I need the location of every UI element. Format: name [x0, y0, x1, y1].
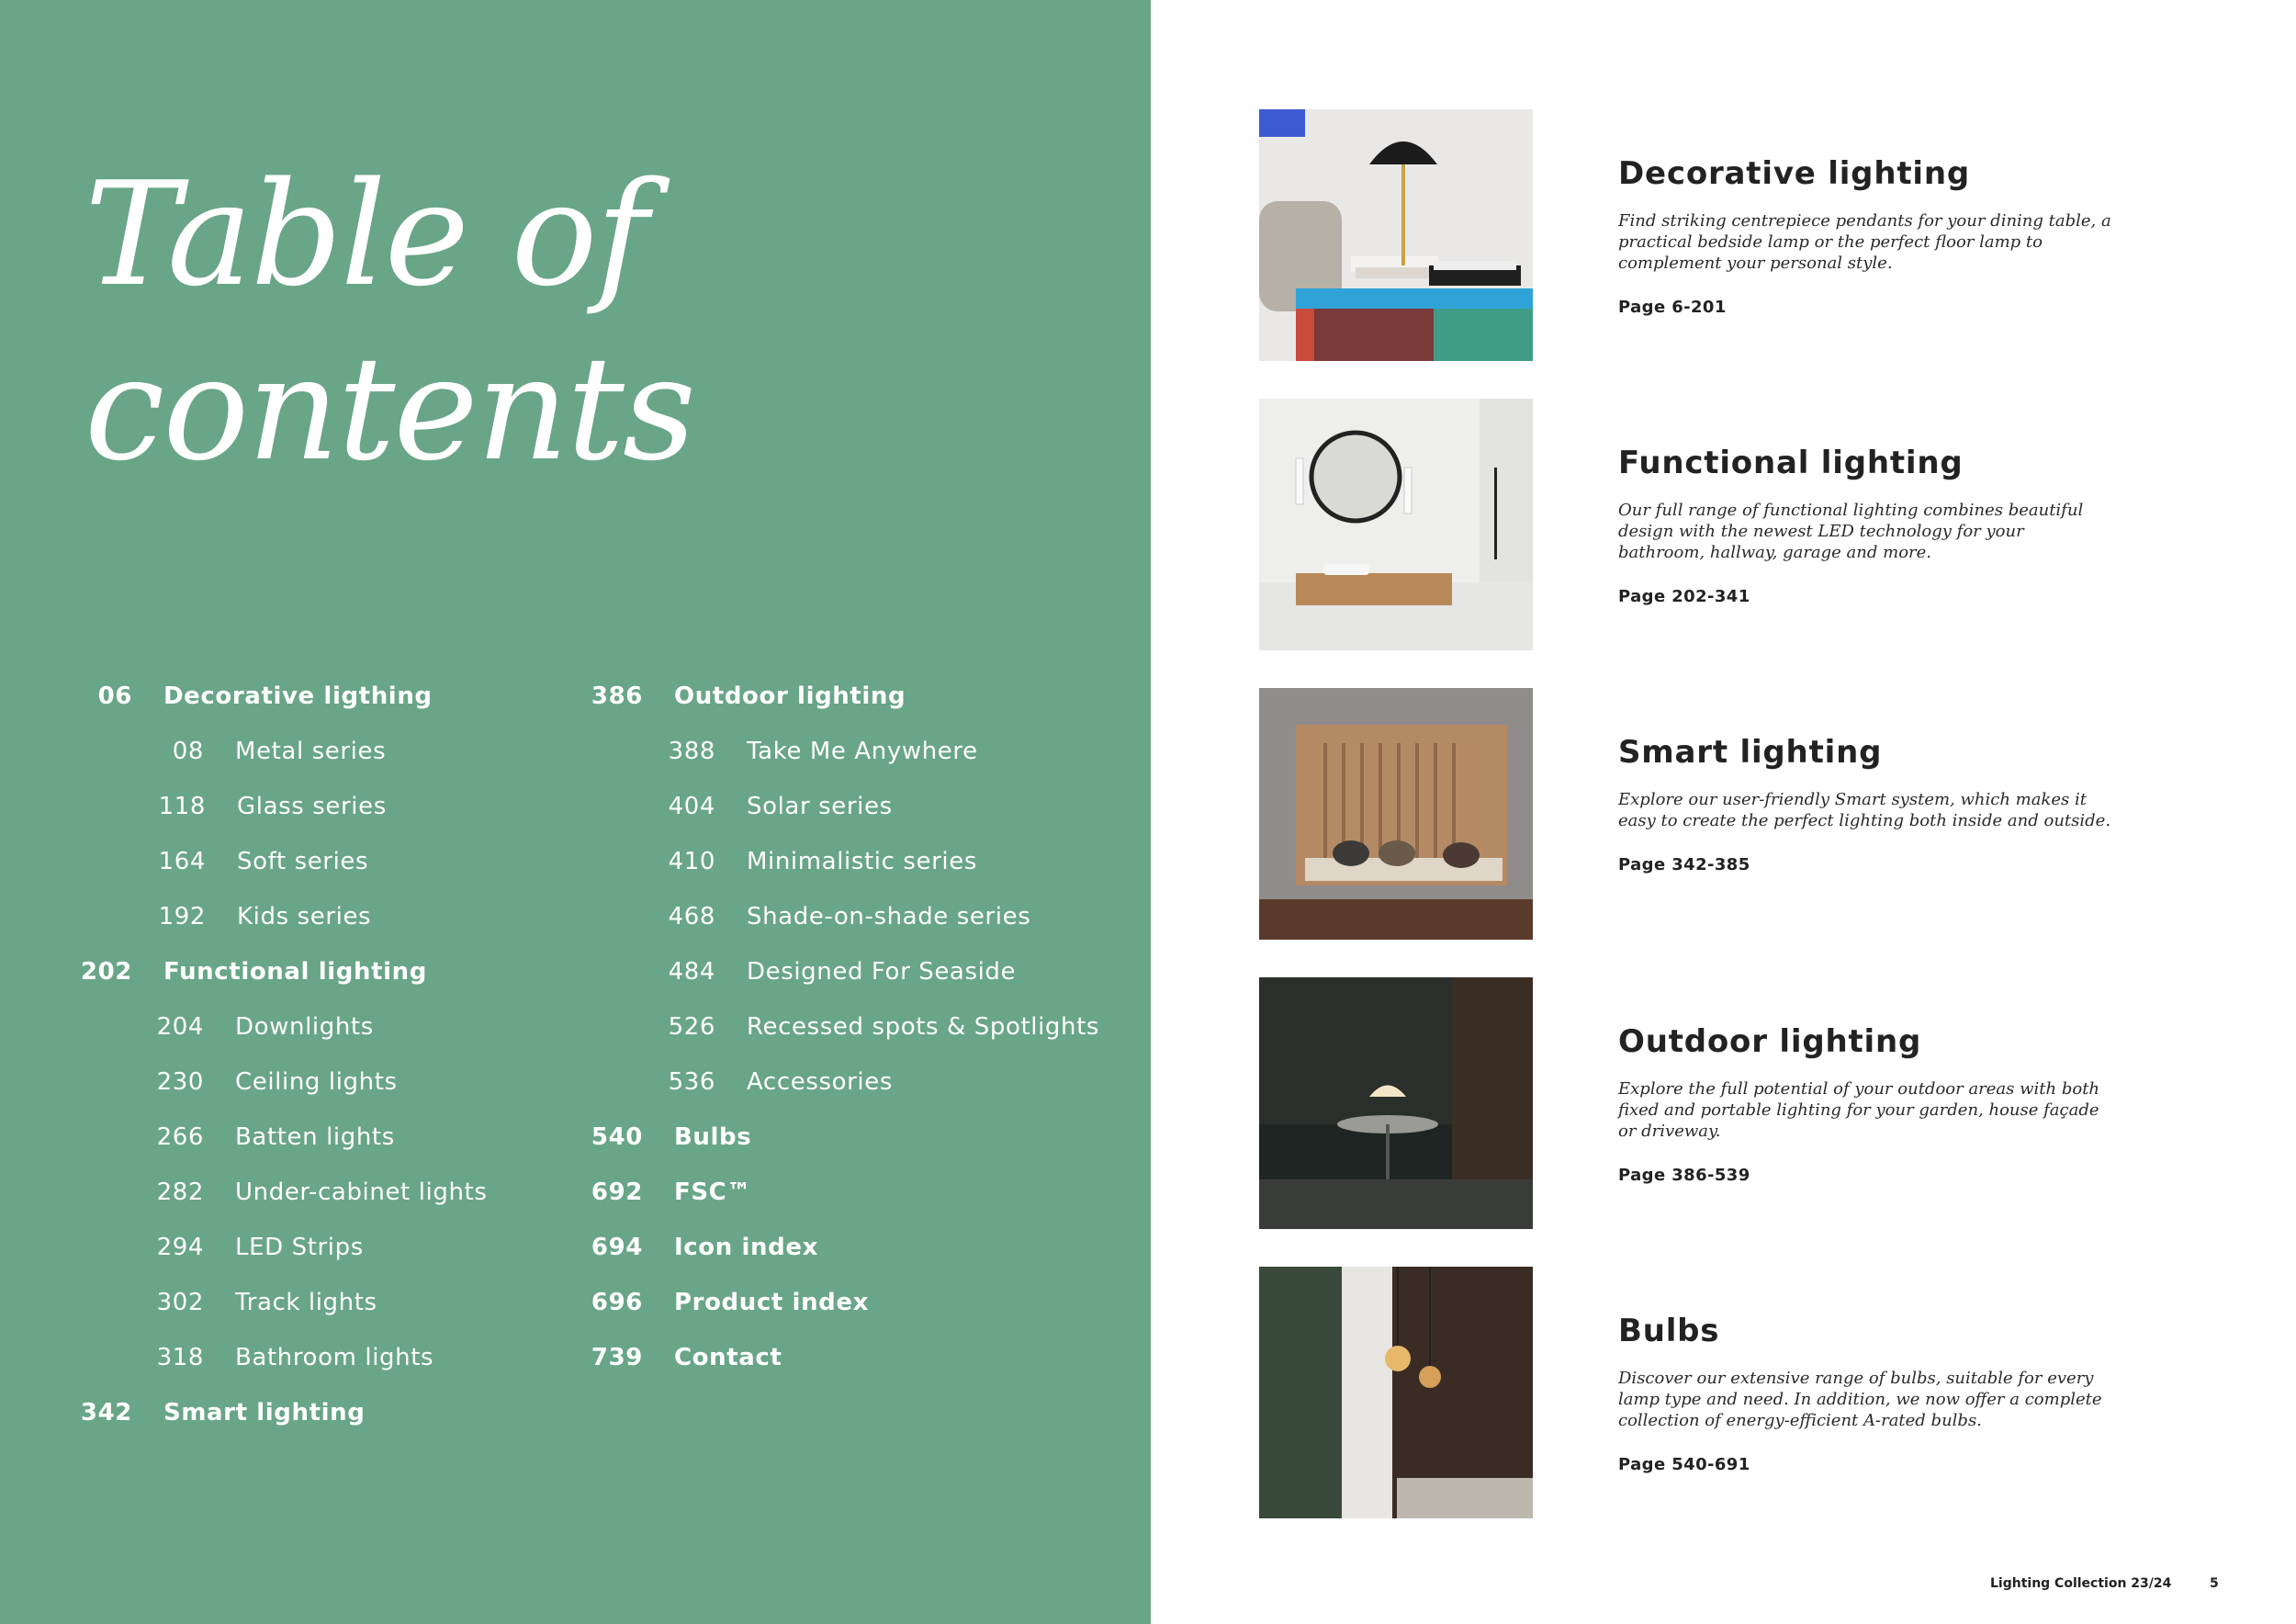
alcove-photo — [1259, 688, 1533, 940]
toc-page-number: 468 — [668, 903, 715, 930]
toc-item-accessories[interactable] — [668, 1064, 893, 1100]
toc-label: Kids series — [237, 903, 372, 930]
toc-label: Bulbs — [674, 1123, 752, 1151]
toc-item-shade-on-shade[interactable] — [668, 898, 1031, 935]
toc-page-number: 202 — [80, 958, 132, 986]
footer-title: Lighting Collection 23/24 — [1990, 1576, 2172, 1591]
section-description: Our full range of functional lighting combines beautiful design with the newest LED technology for your bathroom, hallway, garage and more. — [1618, 501, 2084, 562]
toc-item-fsc[interactable] — [591, 1174, 751, 1211]
toc-item-track[interactable] — [156, 1284, 377, 1321]
page-title — [84, 147, 694, 496]
toc-item-kids[interactable] — [158, 898, 372, 935]
toc-page-number: 266 — [156, 1123, 204, 1151]
toc-item-minimalistic[interactable] — [668, 843, 977, 880]
toc-label: Batten lights — [235, 1123, 395, 1151]
toc-item-under-cabinet[interactable] — [156, 1174, 488, 1211]
toc-label: FSC™ — [674, 1179, 751, 1206]
toc-page-number: 302 — [156, 1289, 204, 1316]
section-card-decorative[interactable] — [1618, 155, 2114, 317]
toc-page-number: 692 — [591, 1179, 643, 1206]
toc-label: Smart lighting — [163, 1399, 366, 1427]
bulbs-photo — [1259, 1267, 1533, 1518]
toc-label: Solar series — [747, 793, 893, 820]
section-title: Outdoor lighting — [1618, 1023, 1922, 1060]
toc-item-bathroom[interactable] — [156, 1339, 434, 1376]
page-title-line-2: contents — [84, 325, 694, 492]
toc-label: Track lights — [235, 1289, 377, 1316]
section-description: Find striking centrepiece pendants for your dining table, a practical bedside lamp or the perfect floor lamp to complement your personal style. — [1618, 211, 2111, 273]
toc-label: Product index — [674, 1289, 869, 1316]
section-title: Smart lighting — [1618, 734, 1883, 771]
toc-label: Metal series — [235, 738, 387, 765]
toc-label: Recessed spots & Spotlights — [747, 1013, 1100, 1041]
section-pages: Page 342-385 — [1618, 855, 1750, 874]
toc-page-number: 526 — [668, 1013, 715, 1041]
toc-label: Functional lighting — [163, 958, 427, 986]
section-title: Functional lighting — [1618, 445, 1964, 481]
toc-item-functional[interactable] — [80, 953, 427, 990]
toc-page-number: 540 — [591, 1123, 643, 1151]
toc-page-number: 694 — [591, 1234, 643, 1261]
toc-label: Glass series — [237, 793, 387, 820]
toc-label: Minimalistic series — [747, 848, 977, 875]
toc-label: Designed For Seaside — [747, 958, 1017, 986]
toc-page-number: 536 — [668, 1068, 715, 1096]
toc-label: Icon index — [674, 1234, 818, 1261]
toc-page-number: 410 — [668, 848, 715, 875]
toc-label: Bathroom lights — [235, 1344, 434, 1371]
toc-page-number: 404 — [668, 793, 715, 820]
toc-item-decorative[interactable] — [97, 678, 433, 715]
toc-label: Outdoor lighting — [674, 682, 906, 710]
toc-item-batten[interactable] — [156, 1119, 395, 1156]
section-pages: Page 6-201 — [1618, 298, 1727, 317]
toc-page-number: 204 — [156, 1013, 204, 1041]
toc-label: Accessories — [747, 1068, 893, 1096]
toc-item-seaside[interactable] — [668, 953, 1017, 990]
toc-page-number: 342 — [80, 1399, 132, 1427]
outdoor-photo — [1259, 977, 1533, 1229]
toc-page-number: 282 — [156, 1179, 204, 1206]
section-description: Explore the full potential of your outdoor areas with both fixed and portable lighting for your garden, house façade or driveway. — [1618, 1079, 2100, 1141]
toc-item-product-index[interactable] — [591, 1284, 869, 1321]
section-description: Explore our user-friendly Smart system, which makes it easy to create the perfect lighting both inside and outside. — [1618, 790, 2111, 830]
toc-item-downlights[interactable] — [156, 1009, 374, 1045]
toc-label: Ceiling lights — [235, 1068, 398, 1096]
section-card-bulbs[interactable] — [1618, 1313, 2114, 1474]
toc-label: Soft series — [237, 848, 369, 875]
toc-page-number: 388 — [668, 738, 715, 765]
toc-page-number: 294 — [156, 1234, 204, 1261]
toc-page-number: 192 — [158, 903, 206, 930]
toc-item-metal[interactable] — [172, 733, 387, 770]
toc-item-take-me-anywhere[interactable] — [668, 733, 978, 770]
toc-label: Shade-on-shade series — [747, 903, 1031, 930]
toc-page-number: 230 — [156, 1068, 204, 1096]
section-card-functional[interactable] — [1618, 445, 2114, 606]
toc-item-outdoor[interactable] — [591, 678, 906, 715]
section-description: Discover our extensive range of bulbs, suitable for every lamp type and need. In addition, we now offer a complete collection of energy-efficient A-rated bulbs. — [1618, 1369, 2102, 1430]
toc-item-bulbs[interactable] — [591, 1119, 752, 1156]
toc-item-smart[interactable] — [80, 1394, 366, 1431]
toc-item-led-strips[interactable] — [156, 1229, 364, 1266]
section-title: Bulbs — [1618, 1313, 1720, 1349]
toc-page-number: 484 — [668, 958, 715, 986]
toc-label: Contact — [674, 1344, 782, 1371]
toc-item-icon-index[interactable] — [591, 1229, 818, 1266]
toc-item-ceiling[interactable] — [156, 1064, 398, 1100]
toc-page-number: 696 — [591, 1289, 643, 1316]
toc-item-contact[interactable] — [591, 1339, 782, 1376]
toc-label: Take Me Anywhere — [747, 738, 978, 765]
section-pages: Page 386-539 — [1618, 1166, 1750, 1185]
section-title: Decorative lighting — [1618, 155, 1970, 192]
toc-page-number: 164 — [158, 848, 206, 875]
footer-page-number: 5 — [2210, 1576, 2219, 1591]
toc-page-number: 386 — [591, 682, 643, 710]
toc-item-glass[interactable] — [158, 788, 387, 825]
toc-page-number: 118 — [158, 793, 206, 820]
toc-label: Downlights — [235, 1013, 374, 1041]
toc-label: Decorative ligthing — [163, 682, 433, 710]
decorative-lamp-photo — [1259, 109, 1533, 361]
section-pages: Page 202-341 — [1618, 587, 1750, 606]
toc-label: Under-cabinet lights — [235, 1179, 488, 1206]
toc-item-solar[interactable] — [668, 788, 893, 825]
toc-page-number: 318 — [156, 1344, 204, 1371]
toc-page-number: 06 — [97, 682, 132, 710]
toc-item-soft[interactable] — [158, 843, 369, 880]
toc-label: LED Strips — [235, 1234, 364, 1261]
section-card-smart[interactable] — [1618, 734, 2114, 874]
toc-item-spotlights[interactable] — [668, 1009, 1100, 1045]
toc-page-number: 739 — [591, 1344, 643, 1371]
section-pages: Page 540-691 — [1618, 1455, 1750, 1474]
bathroom-photo — [1259, 399, 1533, 650]
section-card-outdoor[interactable] — [1618, 1023, 2114, 1185]
toc-page-number: 08 — [172, 738, 204, 765]
page-title-line-1: Table of — [84, 151, 647, 318]
